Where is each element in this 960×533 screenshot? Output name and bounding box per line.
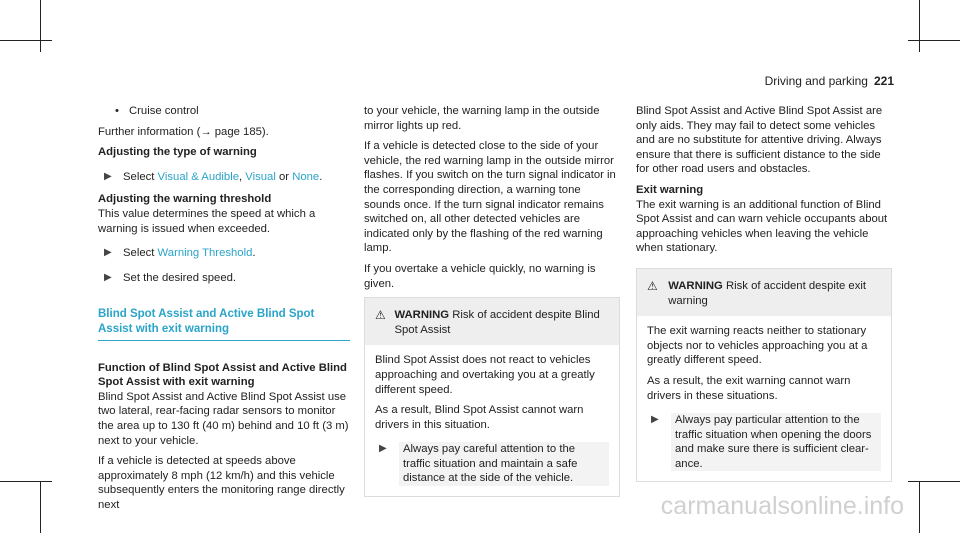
exit-warning-heading: Exit warning: [636, 183, 704, 196]
warning-header: [637, 269, 891, 316]
step-arrow-icon: ▶: [104, 247, 112, 259]
step-item: [98, 170, 350, 185]
page-header: [765, 74, 894, 88]
warning-header-text: [668, 279, 881, 308]
warning-step-text: Always pay particular attention to the traffic situation when opening the doors and make sure there is sufficient clear-ance.: [671, 413, 881, 471]
warning-triangle-icon: ⚠: [375, 308, 386, 323]
option-visual-audible: Visual & Audible: [157, 170, 239, 183]
crop-mark: [919, 481, 920, 533]
warning-title: Risk of accident despite Blind Spot Assist: [394, 309, 600, 336]
warning-step: [647, 413, 881, 471]
section-heading: Blind Spot Assist and Active Blind Spot Assist with exit warning: [98, 307, 350, 340]
crop-mark: [0, 481, 52, 482]
step-item: [98, 271, 350, 286]
exit-warning-text: The exit warning is an additional function of Blind Spot Assist and can warn vehicle occupants about approaching vehicles when leaving the vehicle when stationary.: [636, 198, 888, 255]
paragraph: If a vehicle is detected close to the side of your vehicle, the red warning lamp in the outside mirror flashes. If you switch on the turn signal indicator in the corresponding direction, a warning tone sounds once. If the turn signal indicator remains switched on, all other detected vehicles are indicated only by the flashing of the red warning lamp.: [364, 140, 616, 255]
crop-mark: [908, 40, 960, 41]
warning-triangle-icon: ⚠: [647, 278, 658, 293]
crop-mark: [40, 481, 41, 533]
warning-text: As a result, the exit warning cannot warn drivers in these situations.: [647, 374, 851, 402]
paragraph: Blind Spot Assist and Active Blind Spot Assist are only aids. They may fail to detect some vehicles and are no substitute for attentive driving. Always ensure that there is sufficient distance to the side for other road users and obstacles.: [636, 105, 883, 176]
warning-body: [637, 316, 891, 481]
option-none: None: [292, 170, 320, 183]
column-2: [364, 104, 620, 497]
warning-box: [636, 268, 892, 483]
warning-header: [365, 298, 619, 345]
function-text: Blind Spot Assist and Active Blind Spot Assist use two lateral, rear-facing radar sensors to monitor the area up to 130 ft (40 m) behind and 10 ft (3 m) next to your vehicle.: [98, 390, 349, 447]
separator: or: [275, 170, 293, 183]
threshold-text: This value determines the speed at which a warning is issued when exceeded.: [98, 207, 316, 235]
step-text-prefix: Select: [123, 170, 158, 183]
list-item-text: Cruise control: [129, 105, 199, 117]
page-number: 221: [873, 74, 894, 88]
list-item: [98, 104, 350, 119]
bullet-dot: •: [115, 105, 119, 117]
warning-step: [375, 442, 609, 486]
subheading-threshold: Adjusting the warning threshold: [98, 193, 272, 206]
warning-text: The exit warning reacts neither to stationary objects nor to vehicles approaching you at a greatly different speed.: [647, 325, 868, 367]
step-arrow-icon: ▶: [104, 271, 112, 283]
step-arrow-icon: ▶: [651, 414, 659, 426]
warning-label: WARNING: [668, 279, 723, 292]
option-visual: Visual: [245, 170, 276, 183]
warning-body: [365, 345, 619, 496]
step-item: [98, 246, 350, 261]
crop-mark: [0, 40, 52, 41]
warning-text: As a result, Blind Spot Assist cannot warn drivers in this situation.: [375, 404, 584, 431]
warning-box: [364, 297, 620, 497]
step-text: [123, 246, 256, 261]
warning-title: Risk of accident despite exit warning: [668, 279, 867, 307]
crop-mark: [908, 481, 960, 482]
column-3: [636, 104, 892, 482]
step-text: [123, 170, 322, 185]
paragraph: If you overtake a vehicle quickly, no warning is given.: [364, 262, 596, 290]
step-text: Set the desired speed.: [123, 271, 237, 284]
paragraph: to your vehicle, the warning lamp in the outside mirror lights up red.: [364, 105, 600, 132]
warning-label: WARNING: [394, 309, 450, 322]
step-text-prefix: Select: [123, 247, 158, 260]
further-info: Further information (→ page 185).: [98, 125, 269, 138]
step-arrow-icon: ▶: [104, 170, 112, 182]
detection-text: If a vehicle is detected at speeds above approximately 8 mph (12 km/h) and this vehicle subsequently enters the monitoring range directly next: [98, 455, 345, 511]
section-title: Driving and parking: [764, 74, 868, 88]
separator: ,: [239, 170, 246, 183]
step-text-suffix: .: [319, 170, 323, 183]
warning-text: Blind Spot Assist does not react to vehicles approaching and overtaking you at a greatly different speed.: [375, 354, 595, 396]
option-warning-threshold: Warning Threshold: [157, 247, 253, 260]
crop-mark: [919, 0, 920, 52]
watermark: carmanualsonline.info: [660, 492, 904, 520]
column-1: [98, 104, 350, 518]
warning-step-text: Always pay careful attention to the traffic situation and maintain a safe distance at the side of the vehicle.: [399, 442, 609, 486]
subheading-type: Adjusting the type of warning: [98, 146, 257, 159]
warning-header-text: [394, 308, 609, 337]
function-heading: Function of Blind Spot Assist and Active Blind Spot Assist with exit warning: [98, 361, 347, 389]
crop-mark: [40, 0, 41, 52]
step-text-suffix: .: [252, 247, 256, 260]
step-arrow-icon: ▶: [379, 443, 387, 455]
